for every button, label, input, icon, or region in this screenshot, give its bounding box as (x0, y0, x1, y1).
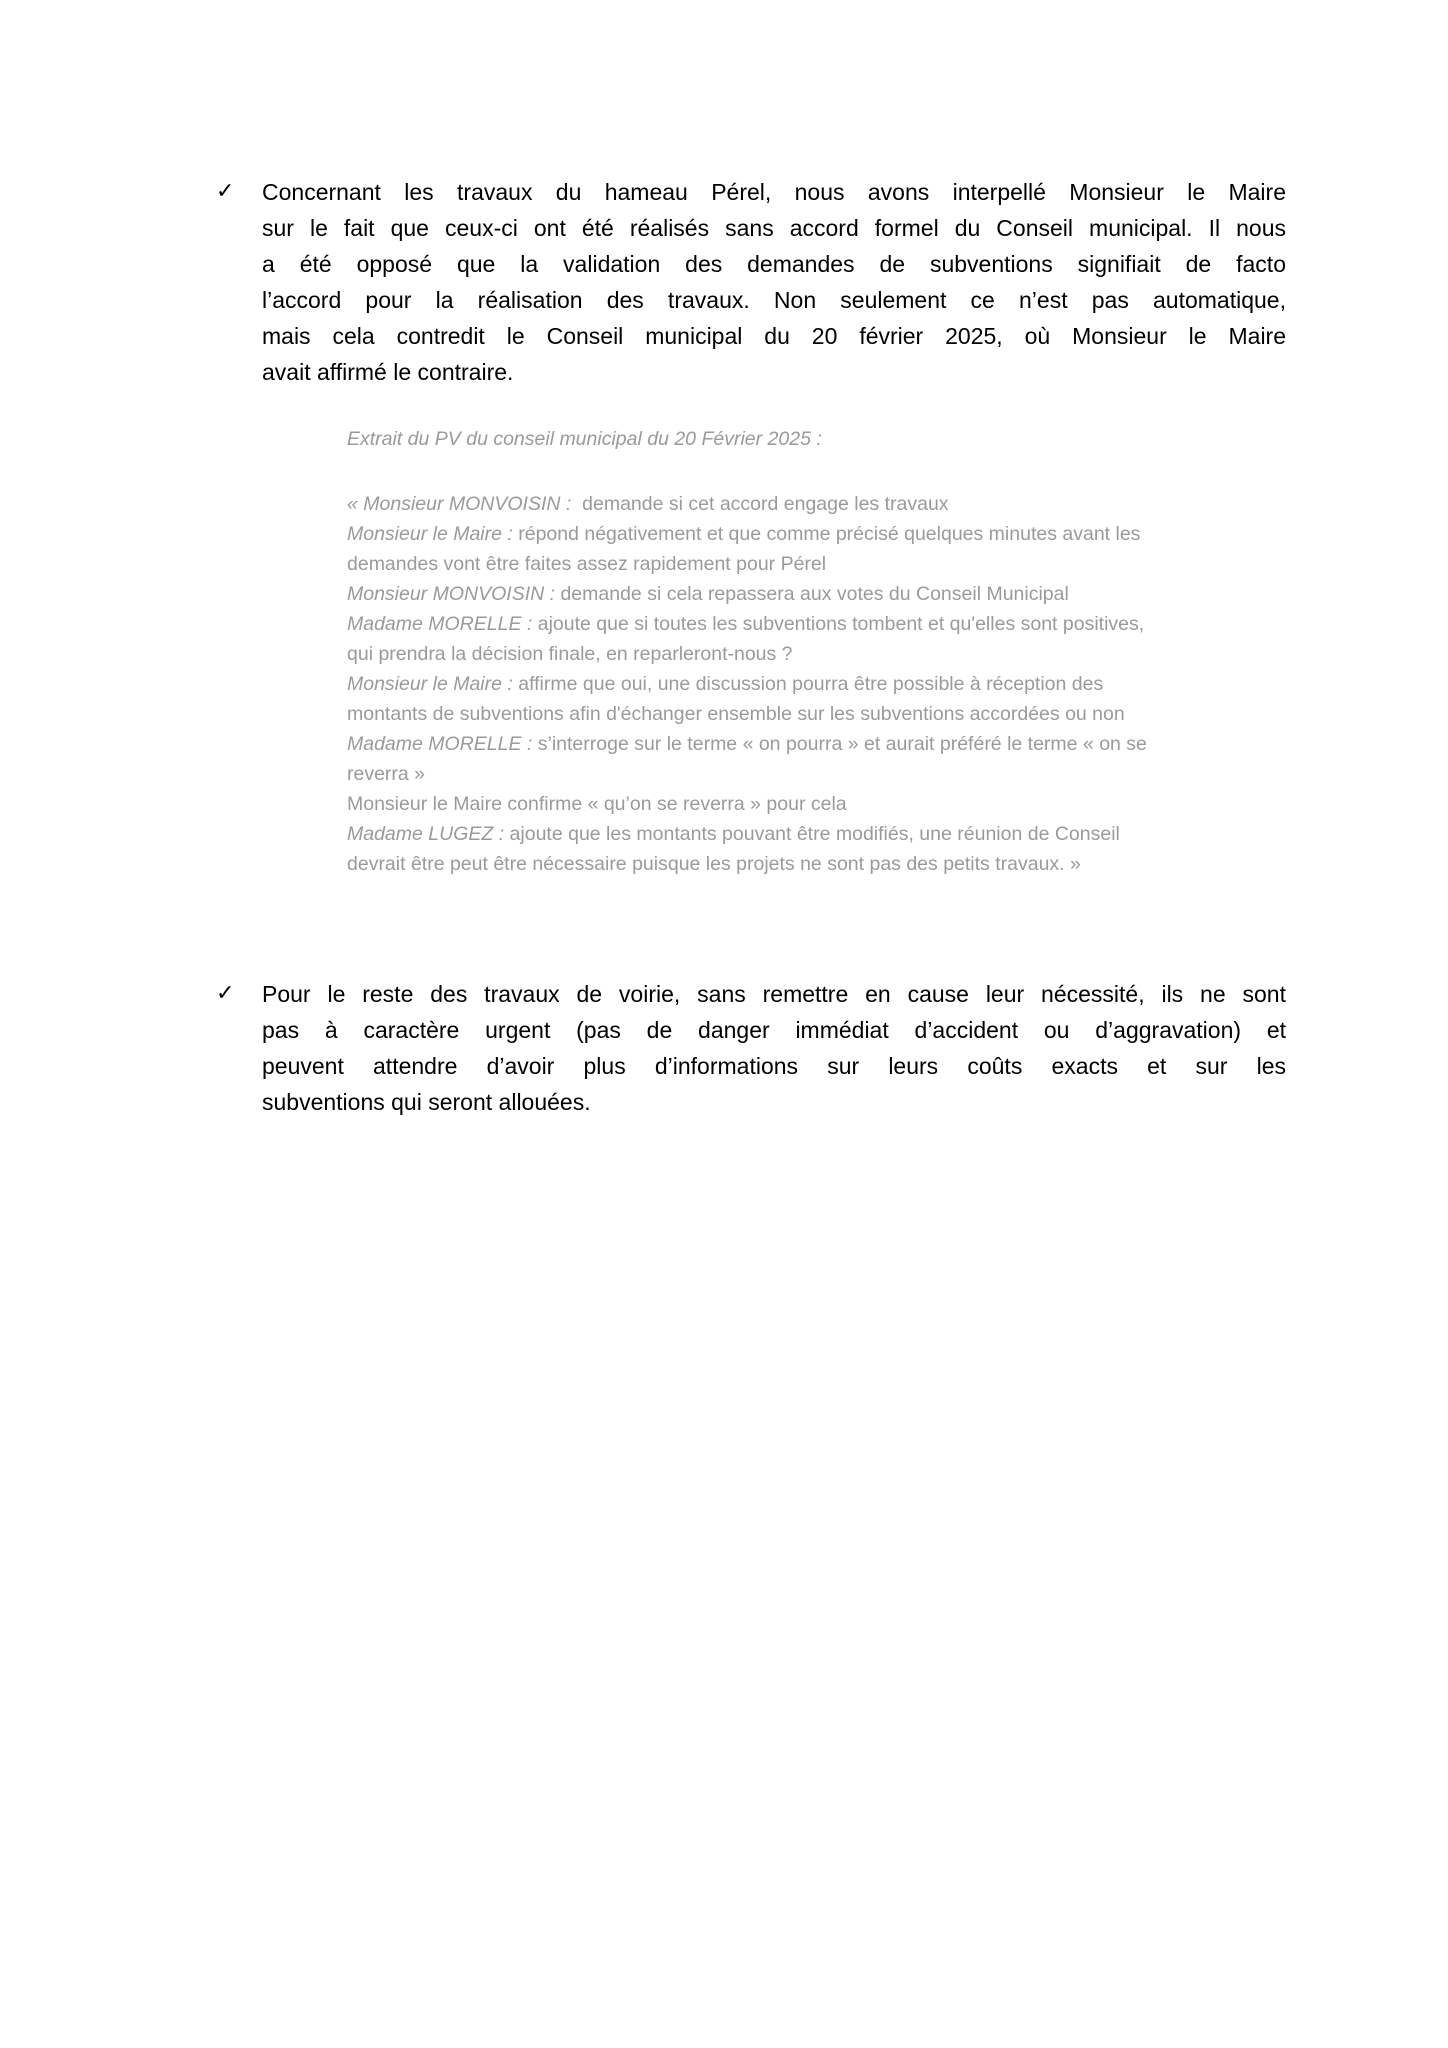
speaker-statement: demandes vont être faites assez rapidement pour Pérel (347, 553, 827, 575)
council-minutes-excerpt (347, 424, 1287, 879)
speaker-statement: demande si cela repassera aux votes du Conseil Municipal (555, 583, 1069, 605)
excerpt-line (347, 609, 1287, 639)
checkmark-icon: ✓ (216, 179, 235, 204)
paragraph-voirie (262, 976, 1286, 1120)
excerpt-line (347, 699, 1287, 729)
text-line: sur le fait que ceux-ci ont été réalisés sans accord formel du Conseil municipal. Il nous (262, 215, 1286, 241)
excerpt-line (347, 819, 1287, 849)
speaker-statement: s’interroge sur le terme « on pourra » et aurait préféré le terme « on se (532, 733, 1147, 755)
speaker-name: Monsieur le Maire : (347, 523, 513, 545)
text-line: mais cela contredit le Conseil municipal du 20 février 2025, où Monsieur le Maire (262, 323, 1286, 349)
text-line: Concernant les travaux du hameau Pérel, nous avons interpellé Monsieur le Maire (262, 179, 1286, 205)
checkmark-icon: ✓ (216, 981, 235, 1006)
speaker-statement: reverra » (347, 763, 426, 785)
text-line: peuvent attendre d’avoir plus d’informations sur leurs coûts exacts et sur les (262, 1053, 1286, 1079)
speaker-statement: répond négativement et que comme précisé quelques minutes avant les (512, 523, 1141, 545)
speaker-statement: devrait être peut être nécessaire puisque les projets ne sont pas des petits travaux. » (347, 853, 1081, 875)
excerpt-line (347, 849, 1287, 879)
speaker-statement: ajoute que si toutes les subventions tombent et qu'elles sont positives, (532, 613, 1145, 635)
text-line: a été opposé que la validation des demandes de subventions signifiait de facto (262, 251, 1286, 277)
text-line: subventions qui seront allouées. (262, 1089, 591, 1115)
excerpt-line (347, 669, 1287, 699)
speaker-name: Madame MORELLE : (347, 613, 533, 635)
speaker-statement: demande si cet accord engage les travaux (576, 493, 949, 515)
excerpt-line (347, 519, 1287, 549)
speaker-name: « Monsieur MONVOISIN : (347, 493, 577, 515)
excerpt-line (347, 639, 1287, 669)
speaker-statement: Monsieur le Maire confirme « qu’on se reverra » pour cela (347, 793, 847, 815)
speaker-name: Madame MORELLE : (347, 733, 533, 755)
excerpt-title: Extrait du PV du conseil municipal du 20 Février 2025 : (347, 428, 822, 450)
speaker-name: Monsieur le Maire : (347, 673, 513, 695)
speaker-statement: ajoute que les montants pouvant être modifiés, une réunion de Conseil (504, 823, 1120, 845)
excerpt-line (347, 489, 1287, 519)
speaker-statement: qui prendra la décision finale, en reparleront-nous ? (347, 643, 793, 665)
excerpt-line (347, 789, 1287, 819)
excerpt-line (347, 579, 1287, 609)
speaker-statement: montants de subventions afin d'échanger ensemble sur les subventions accordées ou non (347, 703, 1125, 725)
speaker-name: Monsieur MONVOISIN : (347, 583, 556, 605)
paragraph-perel (262, 174, 1286, 390)
excerpt-line (347, 729, 1287, 759)
text-line: Pour le reste des travaux de voirie, sans remettre en cause leur nécessité, ils ne sont (262, 981, 1286, 1007)
excerpt-line (347, 759, 1287, 789)
speaker-name: Madame LUGEZ : (347, 823, 505, 845)
text-line: pas à caractère urgent (pas de danger immédiat d’accident ou d’aggravation) et (262, 1017, 1286, 1043)
excerpt-line (347, 549, 1287, 579)
speaker-statement: affirme que oui, une discussion pourra être possible à réception des (512, 673, 1104, 695)
text-line: avait affirmé le contraire. (262, 359, 514, 385)
text-line: l’accord pour la réalisation des travaux. Non seulement ce n’est pas automatique, (262, 287, 1286, 313)
